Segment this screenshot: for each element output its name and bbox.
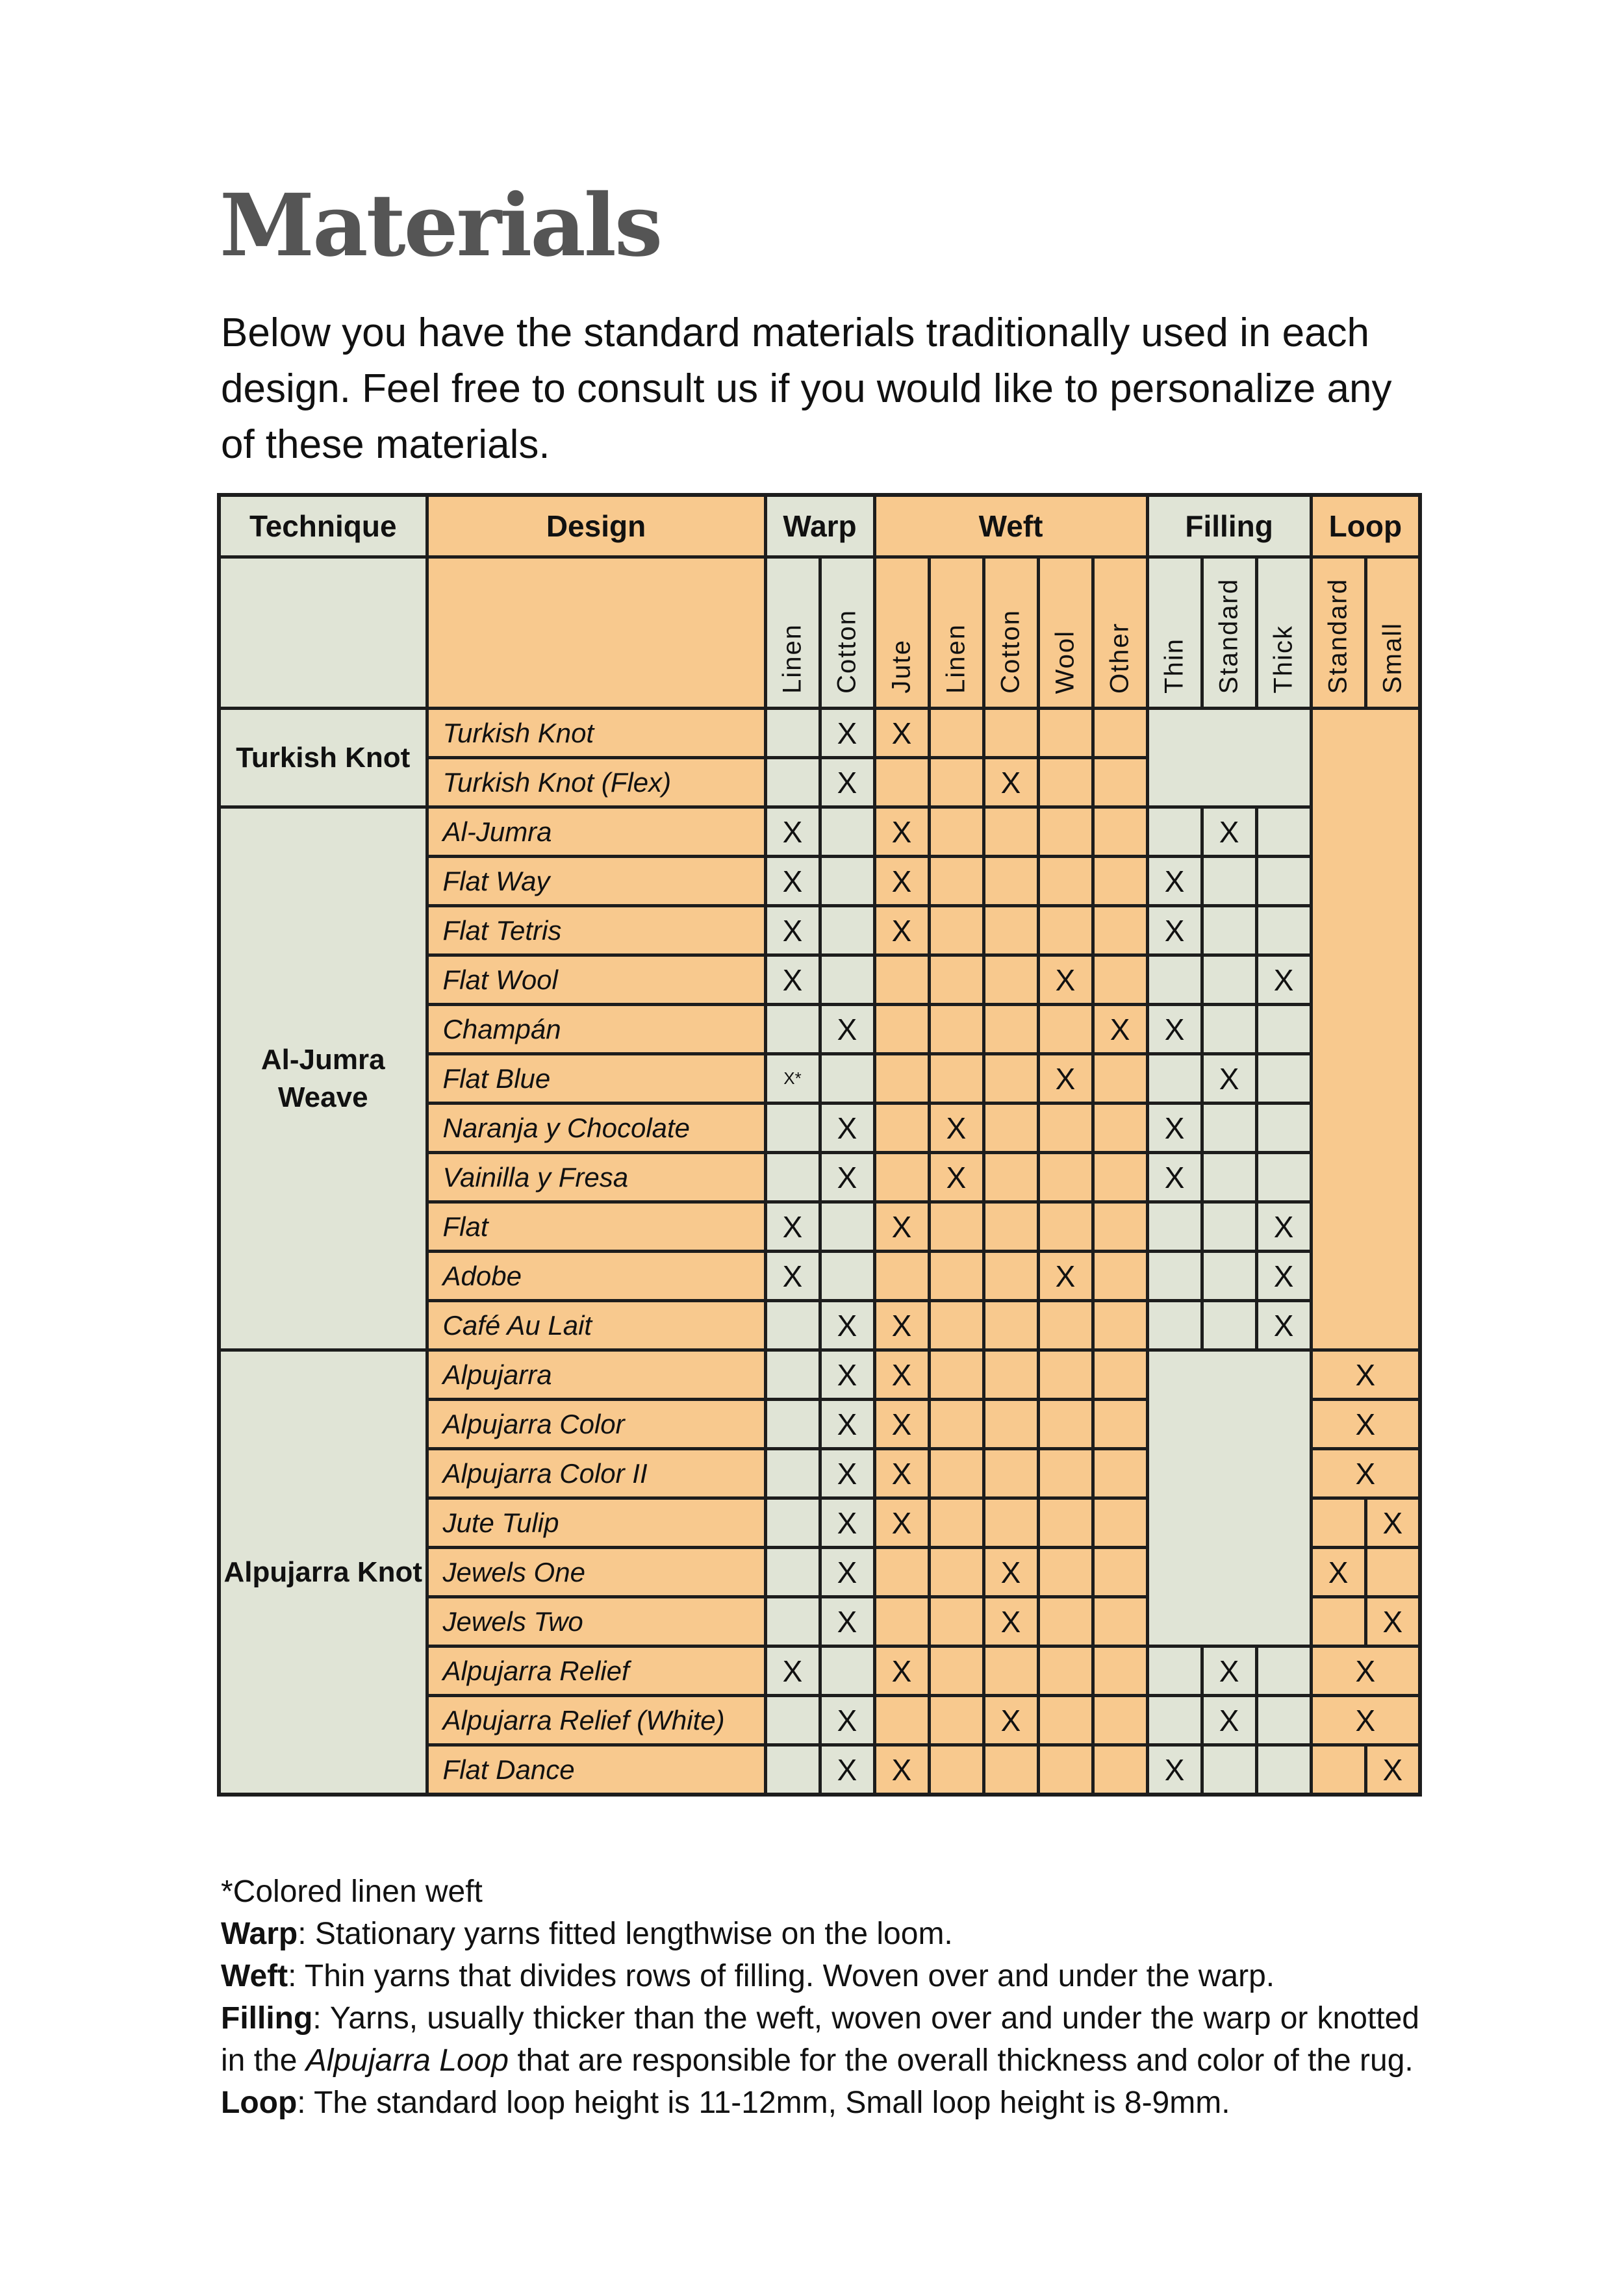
weft-mark-cell [874, 1252, 929, 1301]
warp-mark-cell: X [820, 758, 874, 807]
design-cell: Turkish Knot (Flex) [427, 758, 765, 807]
weft-mark-cell: X [983, 1548, 1038, 1597]
loop-mark-cell: X [1365, 1498, 1420, 1548]
loop-mark-cell [1311, 1498, 1365, 1548]
weft-mark-cell [1038, 1449, 1093, 1498]
filling-mark-cell [1202, 1005, 1256, 1054]
note-weft-def: : Thin yarns that divides rows of filling. Woven over and under the warp. [288, 1959, 1275, 1993]
weft-mark-cell [1038, 1350, 1093, 1400]
filling-mark-cell: X [1147, 1745, 1202, 1795]
design-cell: Adobe [427, 1252, 765, 1301]
weft-mark-cell [929, 1005, 983, 1054]
note-filling-def-1: : Yarns, usually thicker than the weft, woven over and under the warp or knotted in the [221, 2001, 1419, 2078]
weft-mark-cell [983, 955, 1038, 1005]
weft-mark-cell [1038, 709, 1093, 758]
table-row [219, 807, 1420, 857]
weft-mark-cell [1093, 1202, 1147, 1252]
weft-mark-cell: X [874, 1646, 929, 1696]
subheader-label: Jute [887, 639, 916, 694]
warp-mark-cell [820, 1646, 874, 1696]
weft-mark-cell [874, 1104, 929, 1153]
subheader-label: Cotton [996, 609, 1025, 694]
weft-mark-cell: X [1038, 1054, 1093, 1104]
warp-mark-cell: X [820, 1104, 874, 1153]
weft-mark-cell [874, 758, 929, 807]
weft-mark-cell [1093, 955, 1147, 1005]
loop-mark-cell [1365, 1548, 1420, 1597]
warp-mark-cell [765, 1597, 820, 1646]
weft-mark-cell [1038, 1400, 1093, 1449]
filling-mark-cell [1256, 1104, 1311, 1153]
filling-mark-cell [1256, 807, 1311, 857]
weft-mark-cell [1038, 758, 1093, 807]
filling-mark-cell: X [1202, 1696, 1256, 1745]
filling-merged-cell [1147, 709, 1311, 807]
warp-mark-cell [765, 1104, 820, 1153]
filling-mark-cell [1147, 1696, 1202, 1745]
weft-mark-cell [929, 857, 983, 906]
warp-mark-cell: X [820, 1449, 874, 1498]
weft-mark-cell [1093, 1449, 1147, 1498]
weft-mark-cell [929, 955, 983, 1005]
warp-mark-cell: X [765, 807, 820, 857]
warp-mark-cell [820, 857, 874, 906]
header-weft: Weft [874, 495, 1147, 557]
filling-mark-cell [1147, 1252, 1202, 1301]
warp-mark-cell: X [765, 1252, 820, 1301]
weft-mark-cell [983, 1745, 1038, 1795]
weft-mark-cell [1093, 1054, 1147, 1104]
weft-mark-cell [929, 807, 983, 857]
warp-mark-cell [820, 955, 874, 1005]
subheader-weft-cotton [983, 557, 1038, 709]
footnote: *Colored linen weft [221, 1874, 483, 1909]
weft-mark-cell [1093, 1252, 1147, 1301]
weft-mark-cell [1093, 1104, 1147, 1153]
filling-mark-cell: X [1147, 1005, 1202, 1054]
weft-mark-cell [983, 1104, 1038, 1153]
filling-mark-cell [1202, 906, 1256, 955]
weft-mark-cell: X [1093, 1005, 1147, 1054]
warp-mark-cell [765, 758, 820, 807]
subheader-label: Thin [1160, 638, 1189, 694]
weft-mark-cell [874, 1597, 929, 1646]
weft-mark-cell: X [929, 1153, 983, 1202]
weft-mark-cell: X [874, 1449, 929, 1498]
weft-mark-cell: X [874, 1745, 929, 1795]
note-warp-term: Warp [221, 1917, 298, 1951]
filling-mark-cell [1256, 1054, 1311, 1104]
filling-mark-cell: X [1202, 807, 1256, 857]
weft-mark-cell: X [874, 1202, 929, 1252]
note-filling-def-em: Alpujarra Loop [305, 2043, 509, 2078]
filling-mark-cell: X [1147, 1153, 1202, 1202]
warp-mark-cell: X [820, 1005, 874, 1054]
note-loop [221, 2082, 1419, 2124]
filling-mark-cell: X [1256, 1301, 1311, 1350]
filling-mark-cell [1202, 1252, 1256, 1301]
note-loop-term: Loop [221, 2086, 298, 2120]
subheader-label: Standard [1323, 577, 1352, 694]
weft-mark-cell: X [983, 1597, 1038, 1646]
filling-mark-cell [1147, 1301, 1202, 1350]
weft-mark-cell [874, 1153, 929, 1202]
weft-mark-cell [983, 1646, 1038, 1696]
warp-mark-cell: X [820, 1745, 874, 1795]
weft-mark-cell [1093, 1548, 1147, 1597]
weft-mark-cell [1093, 1745, 1147, 1795]
weft-mark-cell [929, 758, 983, 807]
weft-mark-cell [983, 1005, 1038, 1054]
filling-mark-cell: X [1202, 1054, 1256, 1104]
technique-cell: Alpujarra Knot [219, 1350, 427, 1795]
weft-mark-cell [1093, 1301, 1147, 1350]
warp-mark-cell [820, 906, 874, 955]
warp-mark-cell [765, 1449, 820, 1498]
filling-mark-cell [1147, 1646, 1202, 1696]
design-cell: Jewels Two [427, 1597, 765, 1646]
filling-mark-cell [1202, 1104, 1256, 1153]
weft-mark-cell [1093, 1350, 1147, 1400]
warp-mark-cell [820, 1202, 874, 1252]
weft-mark-cell [983, 857, 1038, 906]
warp-mark-cell [765, 1400, 820, 1449]
design-cell: Flat Wool [427, 955, 765, 1005]
design-cell: Café Au Lait [427, 1301, 765, 1350]
design-cell: Al-Jumra [427, 807, 765, 857]
filling-mark-cell [1256, 906, 1311, 955]
weft-mark-cell: X [874, 1498, 929, 1548]
weft-mark-cell [1093, 1597, 1147, 1646]
weft-mark-cell [1093, 1400, 1147, 1449]
subheader-warp-cotton [820, 557, 874, 709]
weft-mark-cell [983, 1301, 1038, 1350]
warp-mark-cell [765, 1498, 820, 1548]
subheader-filling-standard [1202, 557, 1256, 709]
weft-mark-cell [1038, 1597, 1093, 1646]
note-weft [221, 1955, 1419, 1997]
weft-mark-cell [929, 1202, 983, 1252]
header-technique: Technique [219, 495, 427, 557]
subheader-label: Linen [941, 624, 971, 694]
weft-mark-cell [1038, 1696, 1093, 1745]
weft-mark-cell [929, 1301, 983, 1350]
weft-mark-cell: X [874, 1350, 929, 1400]
subheader-label: Small [1378, 622, 1407, 694]
loop-mark-cell [1311, 1597, 1365, 1646]
weft-mark-cell [929, 709, 983, 758]
warp-mark-cell: X [820, 1301, 874, 1350]
subheader-weft-other [1093, 557, 1147, 709]
design-cell: Flat Tetris [427, 906, 765, 955]
warp-mark-cell: X [820, 1597, 874, 1646]
warp-mark-cell [820, 1252, 874, 1301]
weft-mark-cell [1093, 906, 1147, 955]
weft-mark-cell [1038, 1498, 1093, 1548]
weft-mark-cell [874, 1548, 929, 1597]
design-cell: Flat [427, 1202, 765, 1252]
filling-mark-cell: X [1147, 906, 1202, 955]
subheader-loop-standard [1311, 557, 1365, 709]
design-cell: Champán [427, 1005, 765, 1054]
weft-mark-cell [929, 1597, 983, 1646]
warp-mark-cell: X [765, 1646, 820, 1696]
design-cell: Flat Blue [427, 1054, 765, 1104]
loop-merged-cell [1311, 709, 1420, 1350]
warp-mark-cell [765, 1745, 820, 1795]
loop-mark-cell: X [1311, 1646, 1420, 1696]
design-cell: Flat Way [427, 857, 765, 906]
filling-mark-cell: X [1256, 955, 1311, 1005]
filling-mark-cell [1202, 1153, 1256, 1202]
subheader-weft-wool [1038, 557, 1093, 709]
weft-mark-cell [983, 709, 1038, 758]
subheader-design-blank [427, 557, 765, 709]
weft-mark-cell [1093, 1696, 1147, 1745]
weft-mark-cell [983, 1054, 1038, 1104]
filling-mark-cell [1256, 1005, 1311, 1054]
weft-mark-cell: X [983, 1696, 1038, 1745]
weft-mark-cell [874, 955, 929, 1005]
weft-mark-cell [929, 1498, 983, 1548]
subheader-warp-linen [765, 557, 820, 709]
note-loop-def: : The standard loop height is 11-12mm, Small loop height is 8-9mm. [297, 2086, 1230, 2120]
weft-mark-cell [983, 1350, 1038, 1400]
design-cell: Alpujarra Relief (White) [427, 1696, 765, 1745]
filling-mark-cell [1256, 1745, 1311, 1795]
warp-mark-cell [820, 1054, 874, 1104]
weft-mark-cell [929, 1745, 983, 1795]
note-filling-def-2: that are responsible for the overall thickness and color of the rug. [508, 2043, 1414, 2078]
table-row [219, 1350, 1420, 1400]
filling-mark-cell [1202, 1202, 1256, 1252]
weft-mark-cell [929, 1400, 983, 1449]
weft-mark-cell: X [874, 709, 929, 758]
weft-mark-cell [1093, 1646, 1147, 1696]
subheader-label: Other [1105, 622, 1134, 694]
warp-mark-cell: X [820, 1153, 874, 1202]
weft-mark-cell: X [874, 807, 929, 857]
filling-mark-cell [1202, 857, 1256, 906]
filling-mark-cell [1202, 1745, 1256, 1795]
weft-mark-cell [1038, 1646, 1093, 1696]
weft-mark-cell [1093, 758, 1147, 807]
filling-merged-cell [1147, 1350, 1311, 1646]
weft-mark-cell [1093, 709, 1147, 758]
warp-mark-cell [765, 1005, 820, 1054]
warp-mark-cell: X [820, 1548, 874, 1597]
loop-mark-cell: X [1365, 1745, 1420, 1795]
weft-mark-cell [1093, 1153, 1147, 1202]
filling-mark-cell [1256, 1153, 1311, 1202]
note-filling-term: Filling [221, 2001, 313, 2036]
note-weft-term: Weft [221, 1959, 288, 1993]
filling-mark-cell: X [1147, 1104, 1202, 1153]
warp-mark-cell: X [820, 1696, 874, 1745]
weft-mark-cell [983, 1449, 1038, 1498]
weft-mark-cell: X [983, 758, 1038, 807]
loop-mark-cell [1311, 1745, 1365, 1795]
weft-mark-cell [929, 1449, 983, 1498]
weft-mark-cell [983, 1400, 1038, 1449]
filling-mark-cell [1202, 1301, 1256, 1350]
weft-mark-cell [1093, 807, 1147, 857]
subheader-filling-thick [1256, 557, 1311, 709]
subheader-weft-jute [874, 557, 929, 709]
note-filling [221, 1997, 1419, 2082]
filling-mark-cell: X [1256, 1252, 1311, 1301]
weft-mark-cell [1038, 1005, 1093, 1054]
header-filling: Filling [1147, 495, 1311, 557]
filling-mark-cell: X [1202, 1646, 1256, 1696]
weft-mark-cell [1038, 1104, 1093, 1153]
subheader-label: Thick [1269, 625, 1298, 694]
weft-mark-cell [874, 1005, 929, 1054]
subheader-loop-small [1365, 557, 1420, 709]
header-design: Design [427, 495, 765, 557]
subheader-label: Cotton [832, 609, 861, 694]
design-cell: Vainilla y Fresa [427, 1153, 765, 1202]
design-cell: Turkish Knot [427, 709, 765, 758]
warp-mark-cell: X [765, 857, 820, 906]
weft-mark-cell [929, 1696, 983, 1745]
weft-mark-cell [983, 1202, 1038, 1252]
note-warp-def: : Stationary yarns fitted lengthwise on the loom. [298, 1917, 953, 1951]
table-row [219, 709, 1420, 758]
weft-mark-cell [1038, 1202, 1093, 1252]
weft-mark-cell [1038, 857, 1093, 906]
design-cell: Jewels One [427, 1548, 765, 1597]
weft-mark-cell [983, 906, 1038, 955]
filling-mark-cell [1147, 1054, 1202, 1104]
filling-mark-cell: X [1256, 1202, 1311, 1252]
header-loop: Loop [1311, 495, 1420, 557]
filling-mark-cell [1256, 1646, 1311, 1696]
header-warp: Warp [765, 495, 874, 557]
weft-mark-cell [929, 1252, 983, 1301]
technique-cell: Turkish Knot [219, 709, 427, 807]
weft-mark-cell: X [874, 1301, 929, 1350]
subheader-label: Standard [1214, 577, 1243, 694]
filling-mark-cell [1147, 955, 1202, 1005]
weft-mark-cell: X [1038, 1252, 1093, 1301]
intro-paragraph: Below you have the standard materials traditionally used in each design. Feel free to consult us if you would like to personalize any of these materials. [221, 310, 1392, 467]
note-warp [221, 1913, 1419, 1955]
warp-mark-cell: X [820, 709, 874, 758]
warp-mark-cell: X [765, 906, 820, 955]
warp-mark-cell [765, 1350, 820, 1400]
subheader-weft-linen [929, 557, 983, 709]
technique-cell: Al-Jumra Weave [219, 807, 427, 1350]
weft-mark-cell [983, 807, 1038, 857]
warp-mark-cell [765, 709, 820, 758]
materials-table [217, 493, 1422, 1797]
design-cell: Flat Dance [427, 1745, 765, 1795]
warp-mark-cell [765, 1153, 820, 1202]
warp-mark-cell [765, 1301, 820, 1350]
weft-mark-cell [1038, 1548, 1093, 1597]
weft-mark-cell [1093, 857, 1147, 906]
weft-mark-cell: X [874, 906, 929, 955]
warp-mark-cell [820, 807, 874, 857]
weft-mark-cell: X [874, 1400, 929, 1449]
filling-mark-cell [1256, 1696, 1311, 1745]
warp-mark-cell: X [820, 1498, 874, 1548]
weft-mark-cell [1038, 906, 1093, 955]
subheader-technique-blank [219, 557, 427, 709]
weft-mark-cell [874, 1696, 929, 1745]
filling-mark-cell [1202, 955, 1256, 1005]
filling-mark-cell [1147, 1202, 1202, 1252]
warp-mark-cell: X [820, 1350, 874, 1400]
design-cell: Jute Tulip [427, 1498, 765, 1548]
warp-mark-cell [765, 1548, 820, 1597]
warp-mark-cell: X [765, 1202, 820, 1252]
subheader-filling-thin [1147, 557, 1202, 709]
design-cell: Alpujarra [427, 1350, 765, 1400]
loop-mark-cell: X [1311, 1449, 1420, 1498]
weft-mark-cell [1038, 807, 1093, 857]
weft-mark-cell [929, 1548, 983, 1597]
weft-mark-cell [929, 1646, 983, 1696]
subheader-label: Wool [1050, 629, 1080, 694]
warp-mark-cell: X [820, 1400, 874, 1449]
loop-mark-cell: X [1311, 1350, 1420, 1400]
filling-mark-cell [1256, 857, 1311, 906]
weft-mark-cell [929, 1350, 983, 1400]
weft-mark-cell [1038, 1301, 1093, 1350]
filling-mark-cell: X [1147, 857, 1202, 906]
weft-mark-cell: X [874, 857, 929, 906]
weft-mark-cell [1093, 1498, 1147, 1548]
weft-mark-cell [1038, 1745, 1093, 1795]
warp-mark-cell: X* [765, 1054, 820, 1104]
design-cell: Alpujarra Relief [427, 1646, 765, 1696]
weft-mark-cell [1038, 1153, 1093, 1202]
weft-mark-cell [983, 1498, 1038, 1548]
weft-mark-cell: X [1038, 955, 1093, 1005]
filling-mark-cell [1147, 807, 1202, 857]
page-title: Materials [220, 175, 661, 276]
design-cell: Alpujarra Color II [427, 1449, 765, 1498]
weft-mark-cell [983, 1153, 1038, 1202]
weft-mark-cell [929, 1054, 983, 1104]
subheader-label: Linen [778, 624, 807, 694]
weft-mark-cell [874, 1054, 929, 1104]
warp-mark-cell [765, 1696, 820, 1745]
loop-mark-cell: X [1365, 1597, 1420, 1646]
weft-mark-cell: X [929, 1104, 983, 1153]
design-cell: Alpujarra Color [427, 1400, 765, 1449]
weft-mark-cell [983, 1252, 1038, 1301]
loop-mark-cell: X [1311, 1400, 1420, 1449]
weft-mark-cell [929, 906, 983, 955]
notes [221, 1871, 1419, 2124]
loop-mark-cell: X [1311, 1548, 1365, 1597]
warp-mark-cell: X [765, 955, 820, 1005]
design-cell: Naranja y Chocolate [427, 1104, 765, 1153]
loop-mark-cell: X [1311, 1696, 1420, 1745]
